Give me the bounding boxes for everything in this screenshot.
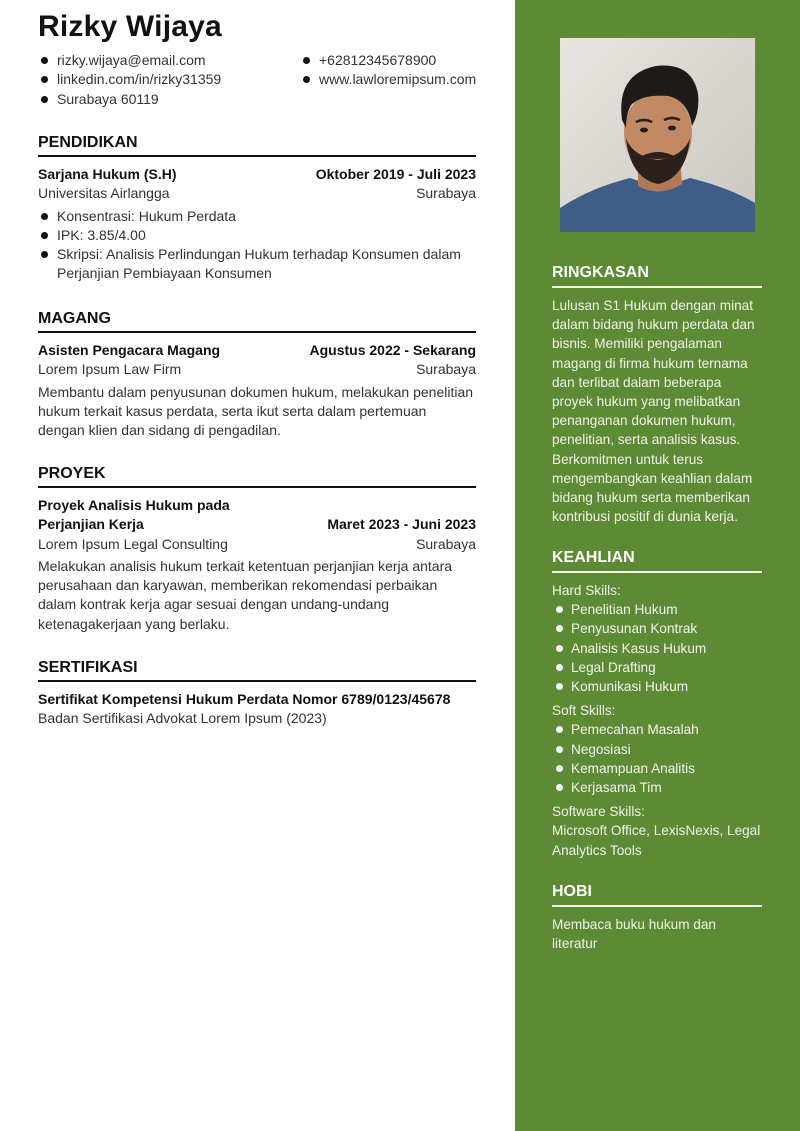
project-location: Surabaya	[416, 535, 476, 552]
bullet-icon	[556, 625, 563, 632]
section-title: HOBI	[552, 883, 592, 900]
certification-issuer-row	[38, 709, 476, 728]
bullet-icon	[556, 664, 563, 671]
section-divider	[38, 680, 476, 682]
skill-item: Negosiasi	[552, 740, 762, 759]
section-title: PENDIDIKAN	[38, 134, 138, 151]
section-divider	[552, 286, 762, 288]
section-divider	[38, 155, 476, 157]
education-detail: IPK: 3.85/4.00	[38, 226, 476, 245]
certification-name: Sertifikat Kompetensi Hukum Perdata Nomor 6789/0123/45678	[38, 691, 451, 707]
internship-description: Membantu dalam penyusunan dokumen hukum, melakukan penelitian hukum terkait kasus perdata, serta ikut serta dalam pertemuan dengan klien dan sidang di pengadilan.	[38, 383, 474, 439]
skill-item: Legal Drafting	[552, 658, 762, 677]
internship-company: Lorem Ipsum Law Firm	[38, 361, 182, 378]
section-title: SERTIFIKASI	[38, 659, 138, 676]
soft-skills-list	[552, 720, 762, 797]
contact-email[interactable]: rizky.wijaya@email.com	[38, 51, 221, 70]
project-section	[38, 463, 476, 634]
section-divider	[552, 571, 762, 573]
software-skills-label: Software Skills:	[552, 804, 645, 820]
bullet-icon	[41, 96, 48, 103]
internship-location: Surabaya	[416, 361, 476, 378]
bullet-icon	[556, 746, 563, 753]
education-details	[38, 207, 476, 284]
skill-item: Analisis Kasus Hukum	[552, 639, 762, 658]
skill-item: Kemampuan Analitis	[552, 759, 762, 778]
skill-item: Penelitian Hukum	[552, 600, 762, 619]
bullet-icon	[556, 645, 563, 652]
section-divider	[38, 486, 476, 488]
hard-skills-list	[552, 600, 762, 696]
internship-dates: Agustus 2022 - Sekarang	[309, 342, 476, 358]
certification-issuer: Badan Sertifikasi Advokat Lorem Ipsum (2023)	[38, 710, 327, 727]
bullet-icon	[41, 76, 48, 83]
bullet-icon	[556, 726, 563, 733]
hobbies-section	[552, 881, 762, 953]
project-company-row	[38, 535, 476, 554]
hard-skills-label: Hard Skills:	[552, 583, 621, 598]
school: Universitas Airlangga	[38, 185, 170, 202]
bullet-icon	[556, 765, 563, 772]
summary-section	[552, 262, 762, 526]
skill-item: Kerjasama Tim	[552, 778, 762, 797]
internship-section	[38, 308, 476, 440]
summary-text: Lulusan S1 Hukum dengan minat dalam bidang hukum perdata dan bisnis. Memiliki pengalaman magang di firma hukum ternama dan terlibat dalam beberapa proyek hukum yang melibatkan penanganan dokumen hukum, penelitian, serta analisis kasus. Berkomitmen untuk terus mengembangkan keahlian dalam bidang hukum serta memberikan kontribusi positif di dunia kerja.	[552, 298, 755, 525]
section-title: MAGANG	[38, 310, 111, 327]
profile-photo	[560, 38, 755, 232]
education-detail: Konsentrasi: Hukum Perdata	[38, 207, 476, 226]
project-description: Melakukan analisis hukum terkait ketentuan perjanjian kerja antara perusahaan dan karyawan, memberikan rekomendasi perbaikan dalam kontrak kerja agar sesuai dengan undang-undang ketenagakerjaan yang berlaku.	[38, 557, 453, 632]
contact-phone[interactable]: +62812345678900	[300, 51, 476, 70]
skill-item: Komunikasi Hukum	[552, 677, 762, 696]
section-title: RINGKASAN	[552, 264, 649, 281]
contact-column-left	[38, 51, 221, 109]
education-school-row	[38, 184, 476, 203]
internship-header-row	[38, 341, 476, 360]
bullet-icon	[41, 251, 48, 258]
bullet-icon	[556, 606, 563, 613]
software-skills: Microsoft Office, LexisNexis, Legal Analytics Tools	[552, 823, 761, 858]
education-header-row	[38, 165, 476, 184]
bullet-icon	[303, 57, 310, 64]
section-title: PROYEK	[38, 465, 106, 482]
skill-item: Pemecahan Masalah	[552, 720, 762, 739]
education-section	[38, 132, 476, 284]
education-dates: Oktober 2019 - Juli 2023	[315, 166, 476, 182]
project-dates: Maret 2023 - Juni 2023	[327, 516, 476, 533]
education-location: Surabaya	[416, 185, 476, 202]
certification-name-row	[38, 690, 476, 709]
bullet-icon	[556, 784, 563, 791]
project-name-line2: Perjanjian Kerja	[38, 516, 144, 533]
section-divider	[38, 331, 476, 333]
contact-address: Surabaya 60119	[38, 90, 221, 109]
profile-photo-illustration	[560, 38, 755, 232]
contact-website[interactable]: www.lawloremipsum.com	[300, 70, 476, 89]
project-company: Lorem Ipsum Legal Consulting	[38, 535, 228, 552]
contact-column-right	[300, 51, 476, 90]
project-name-line1: Proyek Analisis Hukum pada	[38, 497, 230, 513]
skills-section	[552, 547, 762, 860]
project-header-row	[38, 515, 476, 534]
section-divider	[552, 905, 762, 907]
bullet-icon	[556, 683, 563, 690]
skill-item: Penyusunan Kontrak	[552, 619, 762, 638]
certification-section	[38, 657, 476, 729]
internship-company-row	[38, 360, 476, 379]
bullet-icon	[303, 76, 310, 83]
candidate-name: Rizky Wijaya	[38, 10, 222, 43]
hobbies-text: Membaca buku hukum dan literatur	[552, 917, 716, 952]
soft-skills-label: Soft Skills:	[552, 703, 616, 719]
contact-linkedin[interactable]: linkedin.com/in/rizky31359	[38, 70, 221, 89]
degree: Sarjana Hukum (S.H)	[38, 166, 177, 182]
bullet-icon	[41, 57, 48, 64]
project-name-row	[38, 496, 476, 515]
section-title: KEAHLIAN	[552, 549, 635, 566]
bullet-icon	[41, 213, 48, 220]
internship-role: Asisten Pengacara Magang	[38, 342, 221, 358]
education-detail: Skripsi: Analisis Perlindungan Hukum terhadap Konsumen dalam Perjanjian Pembiayaan Konsumen	[38, 245, 476, 284]
bullet-icon	[41, 232, 48, 239]
